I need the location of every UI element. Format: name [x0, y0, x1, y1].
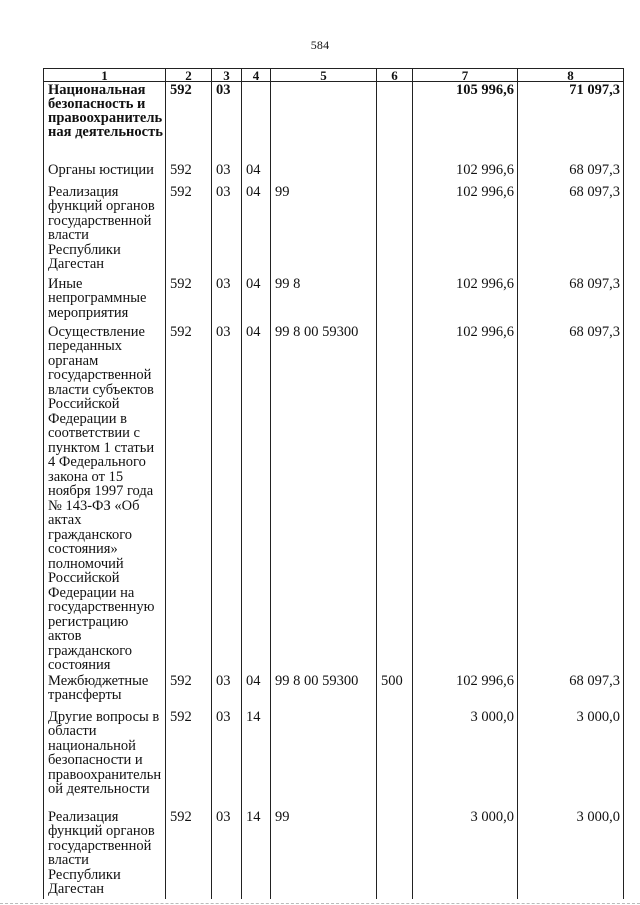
cell-code: 04	[242, 673, 271, 709]
cell-code: 03	[212, 324, 242, 673]
cell-code	[271, 82, 377, 162]
cell-code: 592	[166, 809, 212, 899]
cell-code	[271, 162, 377, 184]
cell-code: 03	[212, 184, 242, 276]
column-header: 7	[413, 69, 518, 82]
cell-code: 592	[166, 184, 212, 276]
cell-code: 99 8 00 59300	[271, 673, 377, 709]
cell-code: 99	[271, 809, 377, 899]
table-row	[44, 324, 624, 673]
column-header: 6	[377, 69, 413, 82]
column-header: 2	[166, 69, 212, 82]
cell-code: 592	[166, 709, 212, 809]
cell-code: 03	[212, 162, 242, 184]
table-row	[44, 162, 624, 184]
row-name: Национальная безопасность и правоохранительная деятельность	[44, 82, 166, 162]
cell-amount: 71 097,3	[518, 82, 624, 162]
cell-code: 592	[166, 324, 212, 673]
cell-code: 03	[212, 809, 242, 899]
cell-code: 04	[242, 162, 271, 184]
cell-amount: 68 097,3	[518, 276, 624, 324]
cell-code	[377, 162, 413, 184]
cell-code: 99	[271, 184, 377, 276]
table-row	[44, 276, 624, 324]
cell-code: 500	[377, 673, 413, 709]
cell-code	[377, 82, 413, 162]
table-row	[44, 82, 624, 162]
cell-code: 99 8 00 59300	[271, 324, 377, 673]
cell-code	[377, 324, 413, 673]
cell-code	[377, 184, 413, 276]
cell-code: 03	[212, 673, 242, 709]
cell-amount: 3 000,0	[518, 709, 624, 809]
cell-amount: 102 996,6	[413, 276, 518, 324]
row-name: Осуществление переданных органам государственной власти субъектов Российской Федерации в соответствии с пунктом 1 статьи 4 Федерального закона от 15 ноября 1997 года № 143-ФЗ «Об актах гражданского состояния» полномочий Российской Федерации на государственную регистрацию актов гражданского состояния	[44, 324, 166, 673]
cell-amount: 68 097,3	[518, 324, 624, 673]
row-name: Органы юстиции	[44, 162, 166, 184]
cell-code: 99 8	[271, 276, 377, 324]
cell-code: 592	[166, 162, 212, 184]
cell-code: 03	[212, 82, 242, 162]
column-header: 5	[271, 69, 377, 82]
cell-amount: 102 996,6	[413, 324, 518, 673]
cell-code	[377, 709, 413, 809]
cell-code: 04	[242, 276, 271, 324]
cell-code	[377, 809, 413, 899]
row-name: Реализация функций органов государственной власти Республики Дагестан	[44, 809, 166, 899]
cell-amount: 68 097,3	[518, 162, 624, 184]
cell-code	[242, 82, 271, 162]
budget-table	[43, 68, 624, 899]
cell-code: 592	[166, 673, 212, 709]
cell-amount: 102 996,6	[413, 162, 518, 184]
cell-amount: 3 000,0	[413, 809, 518, 899]
table-row	[44, 709, 624, 809]
table-row	[44, 673, 624, 709]
row-name: Реализация функций органов государственной власти Республики Дагестан	[44, 184, 166, 276]
page-number: 584	[310, 38, 330, 52]
cell-code: 03	[212, 276, 242, 324]
column-header: 3	[212, 69, 242, 82]
table-row	[44, 184, 624, 276]
cell-code	[271, 709, 377, 809]
cell-amount: 68 097,3	[518, 184, 624, 276]
cell-code: 592	[166, 82, 212, 162]
cell-amount: 3 000,0	[518, 809, 624, 899]
cell-code: 14	[242, 809, 271, 899]
cell-code: 14	[242, 709, 271, 809]
cell-code: 592	[166, 276, 212, 324]
cell-amount: 102 996,6	[413, 673, 518, 709]
cell-amount: 102 996,6	[413, 184, 518, 276]
column-header: 1	[44, 69, 166, 82]
cell-code: 04	[242, 324, 271, 673]
cell-amount: 3 000,0	[413, 709, 518, 809]
row-name: Другие вопросы в области национальной безопасности и правоохранительной деятельности	[44, 709, 166, 809]
table-row	[44, 809, 624, 899]
row-name: Иные непрограммные мероприятия	[44, 276, 166, 324]
cell-amount: 68 097,3	[518, 673, 624, 709]
cell-code: 04	[242, 184, 271, 276]
row-name: Межбюджетные трансферты	[44, 673, 166, 709]
cell-code: 03	[212, 709, 242, 809]
column-header: 4	[242, 69, 271, 82]
cell-amount: 105 996,6	[413, 82, 518, 162]
table-header-row	[44, 69, 624, 82]
column-header: 8	[518, 69, 624, 82]
cell-code	[377, 276, 413, 324]
